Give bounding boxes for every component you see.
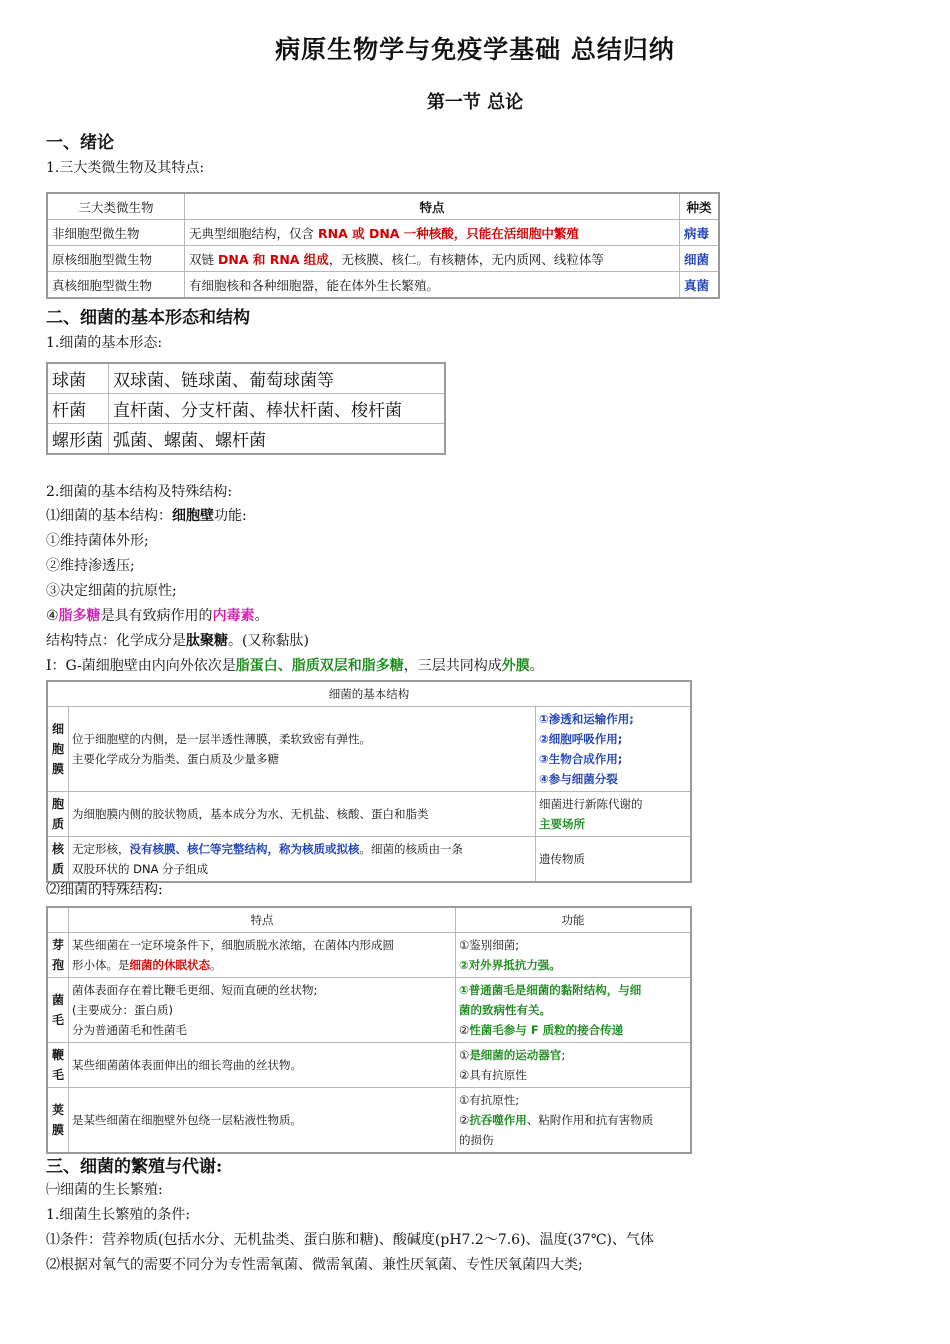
table-cell: 原核细胞型微生物 bbox=[47, 246, 185, 272]
para-special-structure: ⑵细菌的特殊结构: bbox=[46, 882, 163, 898]
table-cell: 遗传物质 bbox=[536, 837, 692, 883]
table-cell: ①有抗原性; ②抗吞噬作用、粘附作用和抗有害物质 的损伤 bbox=[456, 1088, 692, 1154]
table-row bbox=[47, 1043, 691, 1088]
table-row bbox=[47, 246, 719, 272]
list-item: ②维持渗透压; bbox=[46, 558, 135, 574]
table-header: 功能 bbox=[456, 907, 692, 933]
table-header: 三大类微生物 bbox=[47, 193, 185, 220]
table-cell: 真核细胞型微生物 bbox=[47, 272, 185, 299]
table-cell: 双球菌、链球菌、葡萄球菌等 bbox=[109, 363, 446, 394]
table-cell: 位于细胞壁的内侧，是一层半透性薄膜，柔软致密有弹性。 主要化学成分为脂类、蛋白质及少量多糖 bbox=[69, 707, 536, 792]
table-row bbox=[47, 1088, 691, 1154]
table-row bbox=[47, 424, 445, 455]
table-cell: ①是细菌的运动器官; ②具有抗原性 bbox=[456, 1043, 692, 1088]
basic-structure-table bbox=[46, 680, 692, 883]
table-cell: 细菌进行新陈代谢的 主要场所 bbox=[536, 792, 692, 837]
para-growth: ㈠细菌的生长繁殖: bbox=[46, 1182, 163, 1198]
table-cell: 为细胞膜内侧的胶状物质，基本成分为水、无机盐、核酸、蛋白和脂类 bbox=[69, 792, 536, 837]
table-cell: 有细胞核和各种细胞器，能在体外生长繁殖。 bbox=[185, 272, 680, 299]
heading-reproduction: 三、细菌的繁殖与代谢: bbox=[46, 1157, 223, 1177]
para-structure: 2.细菌的基本结构及特殊结构: bbox=[46, 484, 233, 500]
table-row bbox=[47, 363, 445, 394]
table-cell: 菌体表面存在着比鞭毛更细、短而直硬的丝状物; (主要成分：蛋白质) 分为普通菌毛和性菌毛 bbox=[69, 978, 456, 1043]
heading-bacteria-morphology: 二、细菌的基本形态和结构 bbox=[46, 308, 250, 328]
table-cell: 鞭毛 bbox=[47, 1043, 69, 1088]
bacteria-shape-table bbox=[46, 362, 446, 455]
table-cell: ①普通菌毛是细菌的黏附结构，与细 菌的致病性有关。 ②性菌毛参与 F 质粒的接合传递 bbox=[456, 978, 692, 1043]
table-cell: 无典型细胞结构，仅含 RNA 或 DNA 一种核酸，只能在活细胞中繁殖 bbox=[185, 220, 680, 246]
special-structure-table bbox=[46, 906, 692, 1154]
list-item: ①维持菌体外形; bbox=[46, 533, 149, 549]
table-cell: 非细胞型微生物 bbox=[47, 220, 185, 246]
table-row bbox=[47, 272, 719, 299]
document-title: 病原生物学与免疫学基础 总结归纳 bbox=[275, 35, 675, 64]
table-row bbox=[47, 837, 691, 883]
table-cell: 杆菌 bbox=[47, 394, 109, 424]
table-cell: 细菌 bbox=[680, 246, 720, 272]
para-gram-negative: Ⅰ：G-菌细胞壁由内向外依次是脂蛋白、脂质双层和脂多糖，三层共同构成外膜。 bbox=[46, 658, 544, 674]
table-row bbox=[47, 193, 719, 220]
table-cell: 细胞膜 bbox=[47, 707, 69, 792]
table-row bbox=[47, 707, 691, 792]
table-row bbox=[47, 907, 691, 933]
para-growth-conditions: 1.细菌生长繁殖的条件: bbox=[46, 1207, 191, 1223]
table-cell bbox=[47, 907, 69, 933]
section-title: 第一节 总论 bbox=[426, 92, 524, 113]
table-cell: ①渗透和运输作用; ②细胞呼吸作用; ③生物合成作用; ④参与细菌分裂 bbox=[536, 707, 692, 792]
table-cell: 球菌 bbox=[47, 363, 109, 394]
microbe-table bbox=[46, 192, 720, 299]
table-cell: 无定形核，没有核膜、核仁等完整结构，称为核质或拟核。细菌的核质由一条 双股环状的 DNA 分子组成 bbox=[69, 837, 536, 883]
table-row bbox=[47, 681, 691, 707]
para-conditions: ⑴条件：营养物质(包括水分、无机盐类、蛋白胨和糖)、酸碱度(pH7.2～7.6)、温度(37℃)、气体 bbox=[46, 1232, 654, 1248]
table-row bbox=[47, 792, 691, 837]
table-row bbox=[47, 220, 719, 246]
table-header: 种类 bbox=[680, 193, 720, 220]
table-cell: 核质 bbox=[47, 837, 69, 883]
table-cell: 螺形菌 bbox=[47, 424, 109, 455]
table-cell: 病毒 bbox=[680, 220, 720, 246]
table-header: 细菌的基本结构 bbox=[47, 681, 691, 707]
list-item: ④脂多糖是具有致病作用的内毒素。 bbox=[46, 608, 269, 624]
table-cell: 某些细菌菌体表面伸出的细长弯曲的丝状物。 bbox=[69, 1043, 456, 1088]
list-item: ③决定细菌的抗原性; bbox=[46, 583, 177, 599]
table-row bbox=[47, 933, 691, 978]
heading-intro: 一、绪论 bbox=[46, 133, 114, 153]
table-row bbox=[47, 394, 445, 424]
table-cell: 真菌 bbox=[680, 272, 720, 299]
para-basic-forms: 1.细菌的基本形态: bbox=[46, 335, 163, 351]
para-structure-feature: 结构特点：化学成分是肽聚糖。(又称黏肽) bbox=[46, 633, 309, 649]
table-cell: 双链 DNA 和 RNA 组成，无核膜、核仁。有核糖体，无内质网、线粒体等 bbox=[185, 246, 680, 272]
table-cell: 弧菌、螺菌、螺杆菌 bbox=[109, 424, 446, 455]
table-cell: 某些细菌在一定环境条件下，细胞质脱水浓缩，在菌体内形成圆 形小体。是细菌的休眠状态。 bbox=[69, 933, 456, 978]
table-cell: 胞质 bbox=[47, 792, 69, 837]
table-header: 特点 bbox=[69, 907, 456, 933]
para-oxygen: ⑵根据对氧气的需要不同分为专性需氧菌、微需氧菌、兼性厌氧菌、专性厌氧菌四大类; bbox=[46, 1257, 583, 1273]
table-cell: 是某些细菌在细胞壁外包绕一层粘液性物质。 bbox=[69, 1088, 456, 1154]
para-three-microbes: 1.三大类微生物及其特点: bbox=[46, 160, 205, 176]
table-cell: ①鉴别细菌; ②对外界抵抗力强。 bbox=[456, 933, 692, 978]
table-row bbox=[47, 978, 691, 1043]
table-cell: 荚膜 bbox=[47, 1088, 69, 1154]
table-cell: 直杆菌、分支杆菌、棒状杆菌、梭杆菌 bbox=[109, 394, 446, 424]
table-header: 特点 bbox=[185, 193, 680, 220]
para-cell-wall: ⑴细菌的基本结构：细胞壁功能: bbox=[46, 508, 247, 524]
table-cell: 芽孢 bbox=[47, 933, 69, 978]
table-cell: 菌毛 bbox=[47, 978, 69, 1043]
